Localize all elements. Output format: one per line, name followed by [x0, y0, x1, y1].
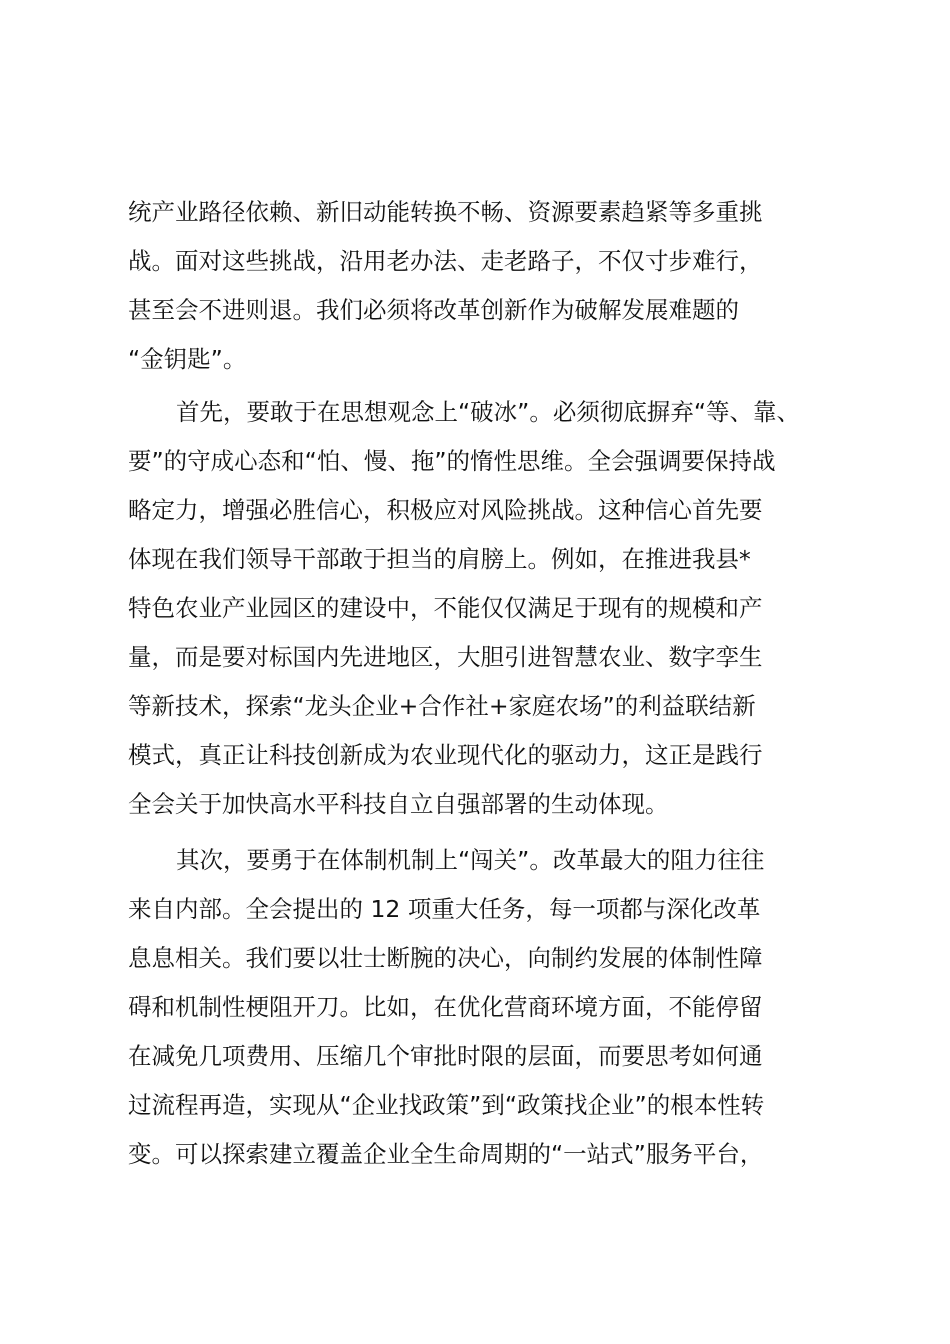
- text-line: 模式，真正让科技创新成为农业现代化的驱动力，这正是践行: [128, 741, 763, 769]
- text-line: 息息相关。我们要以壮士断腕的决心，向制约发展的体制性障: [128, 944, 763, 972]
- text-line: 特色农业产业园区的建设中，不能仅仅满足于现有的规模和产: [128, 594, 763, 622]
- text-line: 统产业路径依赖、新旧动能转换不畅、资源要素趋紧等多重挑: [128, 198, 763, 226]
- text-line: 略定力，增强必胜信心，积极应对风险挑战。这种信心首先要: [128, 496, 763, 524]
- text-line: 过流程再造，实现从“企业找政策”到“政策找企业”的根本性转: [128, 1091, 765, 1119]
- text-line: 碍和机制性梗阻开刀。比如，在优化营商环境方面，不能停留: [128, 993, 763, 1021]
- text-line: 在减免几项费用、压缩几个审批时限的层面，而要思考如何通: [128, 1042, 763, 1070]
- text-line: “金钥匙”。: [128, 345, 247, 373]
- text-line: 体现在我们领导干部敢于担当的肩膀上。例如，在推进我县*: [128, 545, 751, 573]
- text-line: 其次，要勇于在体制机制上“闯关”。改革最大的阻力往往: [176, 846, 765, 874]
- text-line: 变。可以探索建立覆盖企业全生命周期的“一站式”服务平台，: [128, 1140, 764, 1168]
- text-line: 战。面对这些挑战，沿用老办法、走老路子，不仅寸步难行，: [128, 247, 763, 275]
- text-line: 甚至会不进则退。我们必须将改革创新作为破解发展难题的: [128, 296, 739, 324]
- text-line: 等新技术，探索“龙头企业+合作社+家庭农场”的利益联结新: [128, 692, 756, 720]
- text-line: 首先，要敢于在思想观念上“破冰”。必须彻底摒弃“等、靠、: [176, 398, 801, 426]
- body-text: [128, 196, 828, 1196]
- text-line: 要”的守成心态和“怕、慢、拖”的惰性思维。全会强调要保持战: [128, 447, 776, 475]
- text-line: 量，而是要对标国内先进地区，大胆引进智慧农业、数字孪生: [128, 643, 763, 671]
- text-line: 来自内部。全会提出的 12 项重大任务，每一项都与深化改革: [128, 895, 761, 923]
- text-line: 全会关于加快高水平科技自立自强部署的生动体现。: [128, 790, 669, 818]
